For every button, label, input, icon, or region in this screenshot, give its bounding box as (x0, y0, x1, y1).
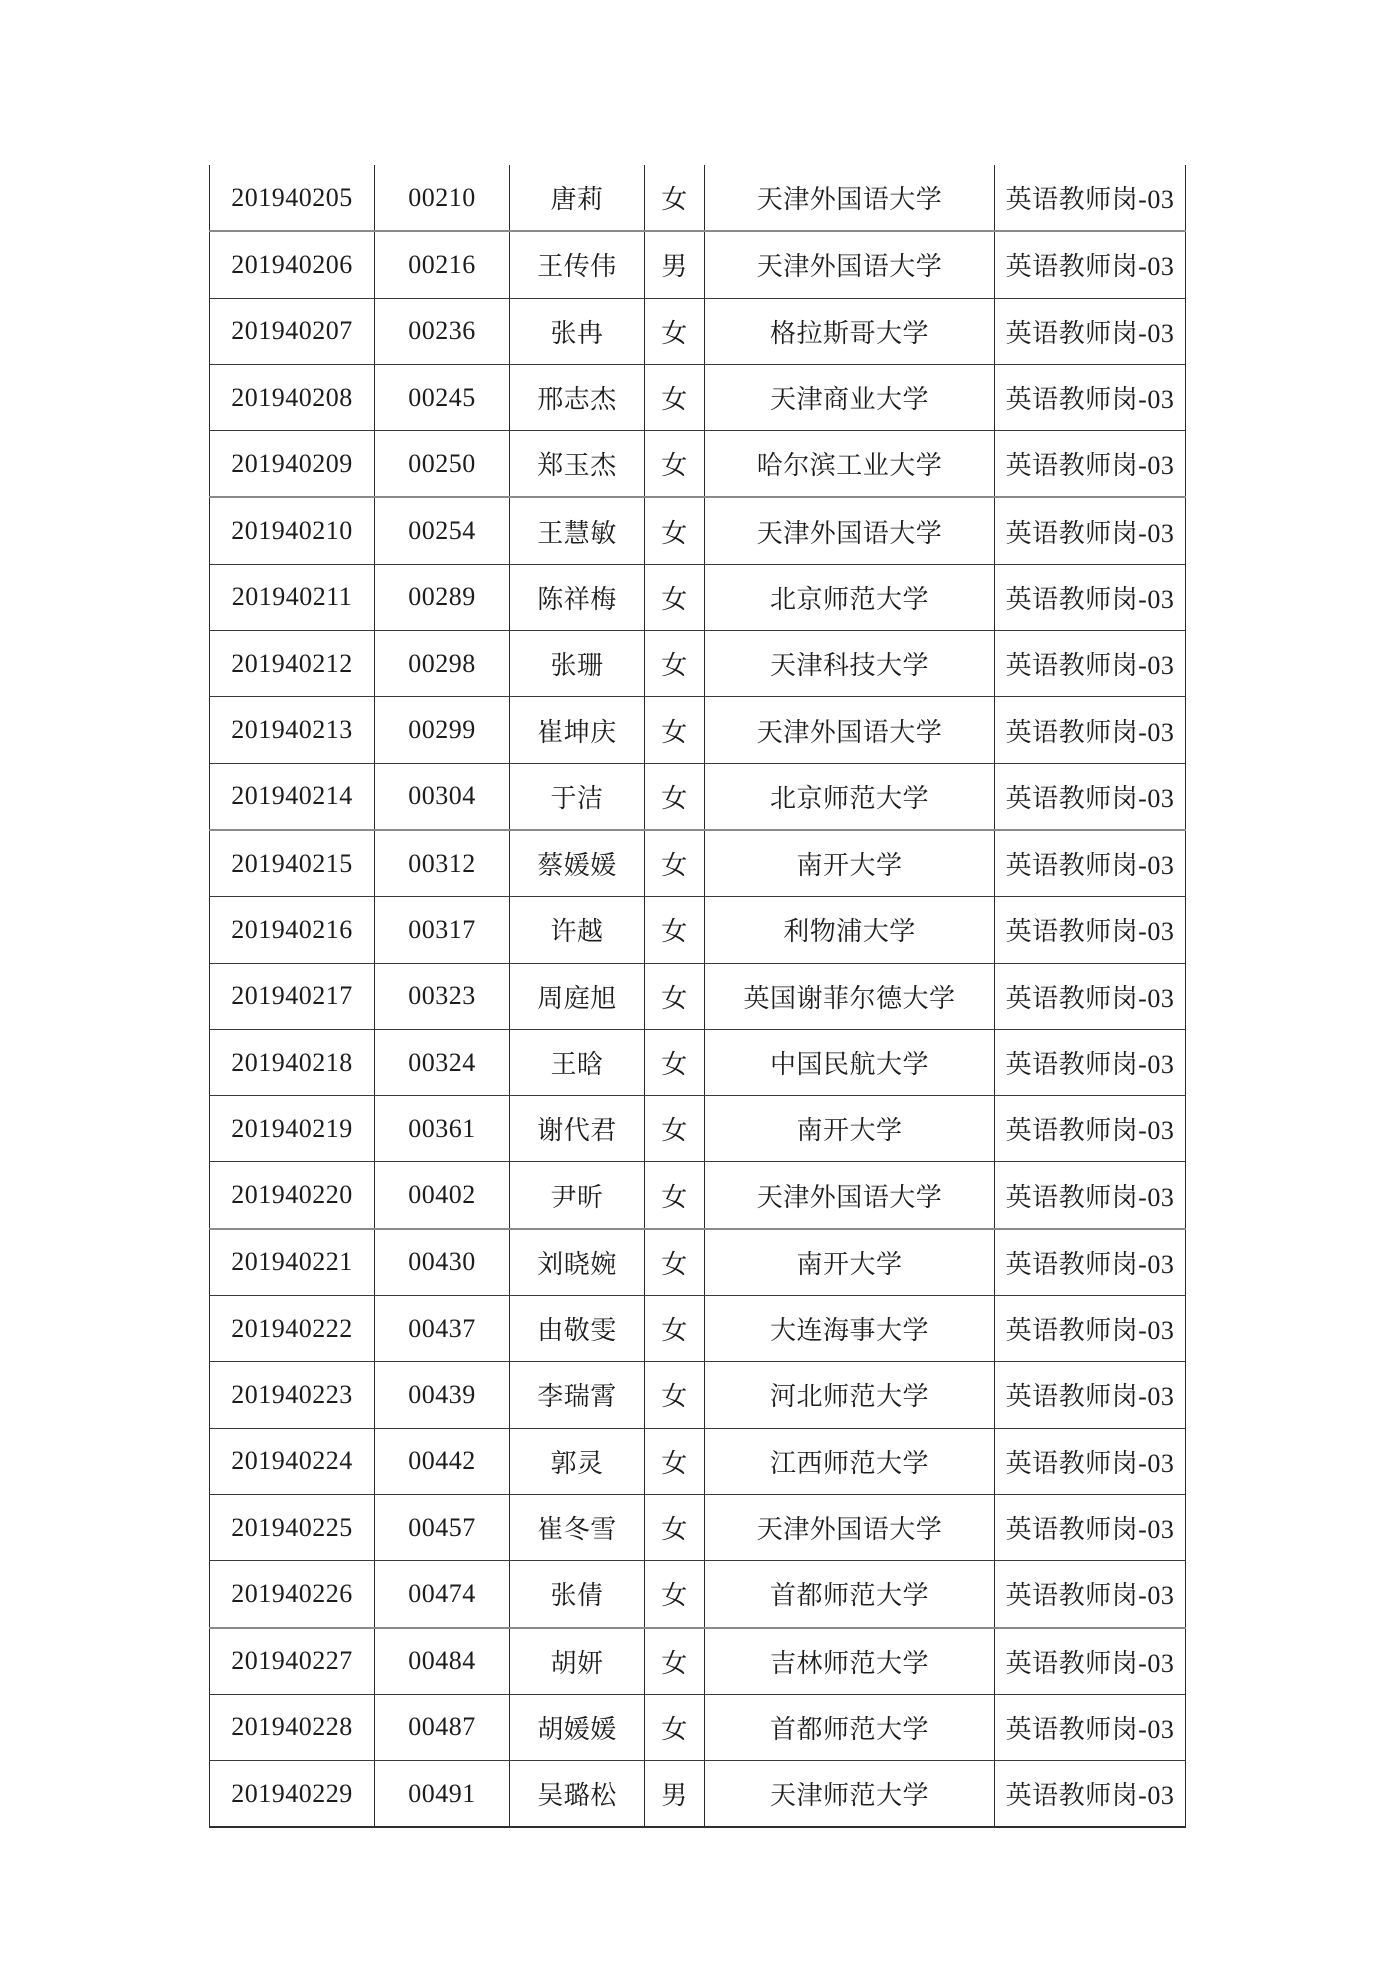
position-cell: 英语教师岗-03 (995, 1628, 1186, 1695)
position-cell: 英语教师岗-03 (995, 763, 1186, 830)
gender-cell: 女 (645, 697, 705, 763)
university-cell: 天津科技大学 (705, 631, 995, 697)
position-cell: 英语教师岗-03 (995, 431, 1186, 498)
position-cell: 英语教师岗-03 (995, 1096, 1186, 1162)
exam-number-cell: 00304 (375, 763, 510, 830)
table-row (210, 364, 1186, 430)
table-row (210, 631, 1186, 697)
gender-cell: 女 (645, 963, 705, 1029)
exam-number-cell: 00317 (375, 897, 510, 963)
table-row (210, 1229, 1186, 1296)
name-cell: 尹昕 (510, 1162, 645, 1229)
university-cell: 河北师范大学 (705, 1362, 995, 1428)
position-cell: 英语教师岗-03 (995, 298, 1186, 364)
registration-number-cell: 201940218 (210, 1029, 375, 1095)
gender-cell: 女 (645, 364, 705, 430)
position-cell: 英语教师岗-03 (995, 1229, 1186, 1296)
exam-number-cell: 00210 (375, 165, 510, 231)
gender-cell: 女 (645, 1162, 705, 1229)
registration-number-cell: 201940228 (210, 1694, 375, 1760)
registration-number-cell: 201940207 (210, 298, 375, 364)
registration-number-cell: 201940226 (210, 1561, 375, 1628)
university-cell: 吉林师范大学 (705, 1628, 995, 1695)
university-cell: 南开大学 (705, 830, 995, 897)
table-row (210, 830, 1186, 897)
registration-number-cell: 201940209 (210, 431, 375, 498)
gender-cell: 女 (645, 564, 705, 630)
table-row (210, 1628, 1186, 1695)
table-row (210, 1761, 1186, 1828)
position-cell: 英语教师岗-03 (995, 497, 1186, 564)
table-row (210, 431, 1186, 498)
position-cell: 英语教师岗-03 (995, 1494, 1186, 1560)
gender-cell: 女 (645, 1428, 705, 1494)
position-cell: 英语教师岗-03 (995, 897, 1186, 963)
name-cell: 谢代君 (510, 1096, 645, 1162)
registration-number-cell: 201940217 (210, 963, 375, 1029)
name-cell: 李瑞霄 (510, 1362, 645, 1428)
registration-number-cell: 201940205 (210, 165, 375, 231)
table-row (210, 1296, 1186, 1362)
name-cell: 张倩 (510, 1561, 645, 1628)
university-cell: 天津商业大学 (705, 364, 995, 430)
gender-cell: 女 (645, 1229, 705, 1296)
registration-number-cell: 201940219 (210, 1096, 375, 1162)
university-cell: 天津外国语大学 (705, 231, 995, 298)
name-cell: 王传伟 (510, 231, 645, 298)
name-cell: 吴璐松 (510, 1761, 645, 1828)
gender-cell: 女 (645, 431, 705, 498)
name-cell: 崔冬雪 (510, 1494, 645, 1560)
exam-number-cell: 00312 (375, 830, 510, 897)
candidate-roster-table (209, 165, 1186, 1828)
university-cell: 天津师范大学 (705, 1761, 995, 1828)
exam-number-cell: 00236 (375, 298, 510, 364)
name-cell: 刘晓婉 (510, 1229, 645, 1296)
position-cell: 英语教师岗-03 (995, 697, 1186, 763)
position-cell: 英语教师岗-03 (995, 364, 1186, 430)
table-row (210, 697, 1186, 763)
name-cell: 郭灵 (510, 1428, 645, 1494)
position-cell: 英语教师岗-03 (995, 1362, 1186, 1428)
registration-number-cell: 201940212 (210, 631, 375, 697)
exam-number-cell: 00474 (375, 1561, 510, 1628)
position-cell: 英语教师岗-03 (995, 1029, 1186, 1095)
table-row (210, 1561, 1186, 1628)
table-row (210, 1029, 1186, 1095)
position-cell: 英语教师岗-03 (995, 1561, 1186, 1628)
registration-number-cell: 201940229 (210, 1761, 375, 1828)
registration-number-cell: 201940214 (210, 763, 375, 830)
position-cell: 英语教师岗-03 (995, 830, 1186, 897)
table-row (210, 1162, 1186, 1229)
table-row (210, 1362, 1186, 1428)
university-cell: 中国民航大学 (705, 1029, 995, 1095)
position-cell: 英语教师岗-03 (995, 1694, 1186, 1760)
gender-cell: 男 (645, 231, 705, 298)
exam-number-cell: 00245 (375, 364, 510, 430)
name-cell: 于洁 (510, 763, 645, 830)
gender-cell: 女 (645, 897, 705, 963)
name-cell: 王晗 (510, 1029, 645, 1095)
registration-number-cell: 201940208 (210, 364, 375, 430)
exam-number-cell: 00323 (375, 963, 510, 1029)
exam-number-cell: 00430 (375, 1229, 510, 1296)
registration-number-cell: 201940224 (210, 1428, 375, 1494)
university-cell: 北京师范大学 (705, 564, 995, 630)
exam-number-cell: 00216 (375, 231, 510, 298)
gender-cell: 男 (645, 1761, 705, 1828)
table-row (210, 1096, 1186, 1162)
exam-number-cell: 00299 (375, 697, 510, 763)
registration-number-cell: 201940227 (210, 1628, 375, 1695)
university-cell: 利物浦大学 (705, 897, 995, 963)
table-row (210, 963, 1186, 1029)
name-cell: 王慧敏 (510, 497, 645, 564)
name-cell: 张冉 (510, 298, 645, 364)
exam-number-cell: 00402 (375, 1162, 510, 1229)
name-cell: 胡妍 (510, 1628, 645, 1695)
gender-cell: 女 (645, 1628, 705, 1695)
university-cell: 格拉斯哥大学 (705, 298, 995, 364)
position-cell: 英语教师岗-03 (995, 631, 1186, 697)
university-cell: 天津外国语大学 (705, 1162, 995, 1229)
table-row (210, 1494, 1186, 1560)
exam-number-cell: 00298 (375, 631, 510, 697)
position-cell: 英语教师岗-03 (995, 963, 1186, 1029)
registration-number-cell: 201940213 (210, 697, 375, 763)
gender-cell: 女 (645, 1362, 705, 1428)
university-cell: 首都师范大学 (705, 1561, 995, 1628)
registration-number-cell: 201940220 (210, 1162, 375, 1229)
name-cell: 由敬雯 (510, 1296, 645, 1362)
exam-number-cell: 00324 (375, 1029, 510, 1095)
name-cell: 许越 (510, 897, 645, 963)
name-cell: 邢志杰 (510, 364, 645, 430)
gender-cell: 女 (645, 1029, 705, 1095)
university-cell: 南开大学 (705, 1096, 995, 1162)
gender-cell: 女 (645, 497, 705, 564)
position-cell: 英语教师岗-03 (995, 1162, 1186, 1229)
university-cell: 英国谢菲尔德大学 (705, 963, 995, 1029)
name-cell: 蔡媛媛 (510, 830, 645, 897)
name-cell: 崔坤庆 (510, 697, 645, 763)
exam-number-cell: 00442 (375, 1428, 510, 1494)
university-cell: 首都师范大学 (705, 1694, 995, 1760)
university-cell: 大连海事大学 (705, 1296, 995, 1362)
exam-number-cell: 00437 (375, 1296, 510, 1362)
university-cell: 天津外国语大学 (705, 1494, 995, 1560)
table-row (210, 763, 1186, 830)
university-cell: 天津外国语大学 (705, 497, 995, 564)
registration-number-cell: 201940225 (210, 1494, 375, 1560)
table-row (210, 1694, 1186, 1760)
gender-cell: 女 (645, 1096, 705, 1162)
university-cell: 江西师范大学 (705, 1428, 995, 1494)
exam-number-cell: 00361 (375, 1096, 510, 1162)
position-cell: 英语教师岗-03 (995, 231, 1186, 298)
position-cell: 英语教师岗-03 (995, 1296, 1186, 1362)
exam-number-cell: 00484 (375, 1628, 510, 1695)
position-cell: 英语教师岗-03 (995, 165, 1186, 231)
university-cell: 北京师范大学 (705, 763, 995, 830)
name-cell: 唐莉 (510, 165, 645, 231)
university-cell: 天津外国语大学 (705, 165, 995, 231)
gender-cell: 女 (645, 1561, 705, 1628)
registration-number-cell: 201940206 (210, 231, 375, 298)
gender-cell: 女 (645, 165, 705, 231)
position-cell: 英语教师岗-03 (995, 564, 1186, 630)
name-cell: 周庭旭 (510, 963, 645, 1029)
gender-cell: 女 (645, 298, 705, 364)
table-row (210, 231, 1186, 298)
gender-cell: 女 (645, 763, 705, 830)
university-cell: 天津外国语大学 (705, 697, 995, 763)
gender-cell: 女 (645, 1494, 705, 1560)
university-cell: 哈尔滨工业大学 (705, 431, 995, 498)
exam-number-cell: 00487 (375, 1694, 510, 1760)
name-cell: 郑玉杰 (510, 431, 645, 498)
table-row (210, 497, 1186, 564)
name-cell: 胡媛媛 (510, 1694, 645, 1760)
registration-number-cell: 201940210 (210, 497, 375, 564)
table-row (210, 897, 1186, 963)
registration-number-cell: 201940223 (210, 1362, 375, 1428)
exam-number-cell: 00439 (375, 1362, 510, 1428)
gender-cell: 女 (645, 1296, 705, 1362)
exam-number-cell: 00491 (375, 1761, 510, 1828)
table-row (210, 298, 1186, 364)
table-row (210, 165, 1186, 231)
gender-cell: 女 (645, 830, 705, 897)
exam-number-cell: 00457 (375, 1494, 510, 1560)
name-cell: 张珊 (510, 631, 645, 697)
university-cell: 南开大学 (705, 1229, 995, 1296)
position-cell: 英语教师岗-03 (995, 1428, 1186, 1494)
exam-number-cell: 00289 (375, 564, 510, 630)
registration-number-cell: 201940215 (210, 830, 375, 897)
gender-cell: 女 (645, 631, 705, 697)
registration-number-cell: 201940216 (210, 897, 375, 963)
registration-number-cell: 201940211 (210, 564, 375, 630)
registration-number-cell: 201940222 (210, 1296, 375, 1362)
roster-table-body (210, 165, 1186, 1827)
exam-number-cell: 00250 (375, 431, 510, 498)
name-cell: 陈祥梅 (510, 564, 645, 630)
table-row (210, 564, 1186, 630)
gender-cell: 女 (645, 1694, 705, 1760)
exam-number-cell: 00254 (375, 497, 510, 564)
position-cell: 英语教师岗-03 (995, 1761, 1186, 1828)
registration-number-cell: 201940221 (210, 1229, 375, 1296)
table-row (210, 1428, 1186, 1494)
